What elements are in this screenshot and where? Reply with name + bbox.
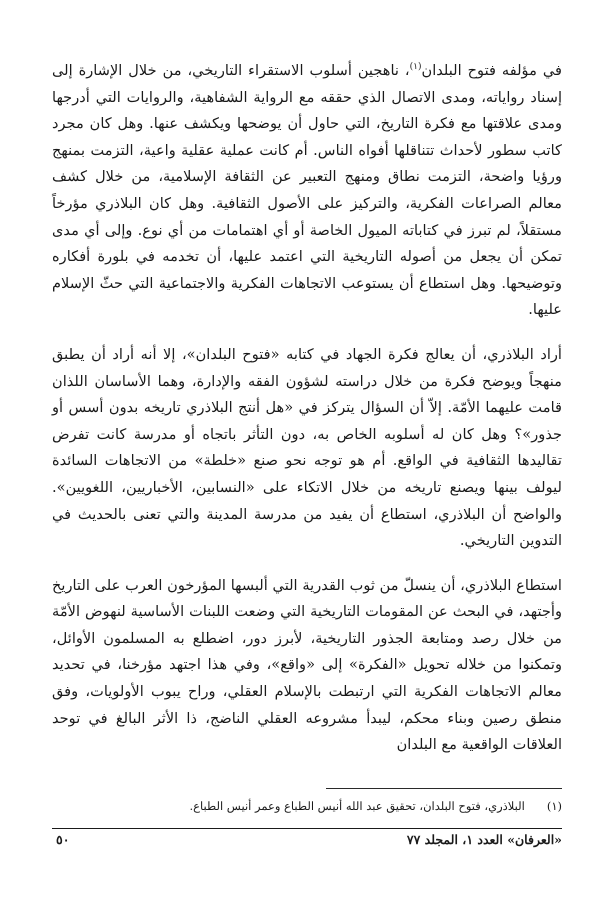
paragraph-1 bbox=[52, 58, 562, 324]
footnote-text: البلاذري، فتوح البلدان، تحقيق عبد الله أنيس الطباع وعمر أنيس الطباع. bbox=[189, 799, 525, 813]
main-text bbox=[52, 58, 562, 759]
paragraph-2: أراد البلاذري، أن يعالج فكرة الجهاد في كتابه «فتوح البلدان»، إلا أنه أراد أن يطبق منهجاً ويوضح فكرة من خلال دراسته لشؤون الفقه والإدارة، وهما الأساسان اللذان قامت عليهما الأمّة. إلاّ أن السؤال يتركز في «هل أنتج البلاذري تاريخه بدون أسس أو جذور»؟ وهل كان له أسلوبه الخاص به، دون التأثر باتجاه أو مدرسة كانت تفرض تقاليدها الثقافية في الواقع. أم هو توجه نحو صنع «خلطة» من الاتجاهات السائدة ليولف بينها ويصنع تاريخه من خلال الاتكاء على «النسابين، الأخباريين، اللغويين». والواضح أن البلاذري، استطاع أن يفيد من مدرسة المدينة والتي تعنى بالحديث في التدوين التاريخي. bbox=[52, 345, 562, 550]
running-title: «العرفان» العدد ١، المجلد ٧٧ bbox=[406, 832, 562, 847]
footnote bbox=[52, 797, 562, 815]
paragraph-3: استطاع البلاذري، أن ينسلّ من ثوب القدرية التي ألبسها المؤرخون العرب على التاريخ وأجتهد، في البحث عن المقومات التاريخية التي وضعت اللبنات الأساسية لنهوض الأمّة من خلال رصد ومتابعة الجذور التاريخية، لأبرز دور، اضطلع به المسلمون الأوائل، وتمكنوا من خلاله تحويل «الفكرة» إلى «واقع»، وفي هذا اجتهد مؤرخنا، في تحديد معالم الاتجاهات الفكرية التي ارتبطت بالإسلام العقلي، وراح يبوب الأولويات، وفق منطق رصين وبناء محكم، ليبدأ مشروعه العقلي الناضج، ذا الأثر البالغ في توحد العلاقات الواقعية مع البلدان bbox=[52, 576, 562, 754]
footnote-reference: (١) bbox=[409, 62, 422, 73]
paragraph-1-start: في مؤلفه فتوح البلدان bbox=[421, 62, 563, 79]
paragraph-1-rest: ، ناهجين أسلوب الاستقراء التاريخي، من خلال الإشارة إلى إسناد رواياته، ومدى الاتصال الذي حققه مع الرواية الشفاهية، والروايات التي أدرجها ومدى علاقتها مع فكرة التاريخ، التي حاول أن يوضحها ويكشف عنها. وهل كان مجرد كاتب سطور لأحداث تتناقلها أفواه الناس. أم كانت عملية عقلية واعية، التزمت بمنهج ورؤيا واضحة، التزمت نطاق ومنهج التعبير عن الثقافة الإسلامية، من خلال كشف معالم الصراعات الفكرية، والتركيز على الأصول الثقافية. وهل كان البلاذري مؤرخاً مستقلاً، لم تبرز في كتاباته الميول الخاصة أو أي اهتمامات من أي نوع. وإلى أي مدى تمكن أن يجعل من أصوله التاريخية التي اعتمد عليها، أن تخدمه في بلورة أفكاره وتوضيحها. وهل استطاع أن يستوعب الاتجاهات الفكرية والاجتماعية التي حثّ الإسلام عليها. bbox=[52, 62, 562, 319]
footnote-number: (١) bbox=[546, 799, 562, 813]
footer-rule bbox=[52, 828, 562, 829]
footnote-separator bbox=[326, 788, 562, 789]
page-number: ٥٠ bbox=[56, 832, 70, 847]
